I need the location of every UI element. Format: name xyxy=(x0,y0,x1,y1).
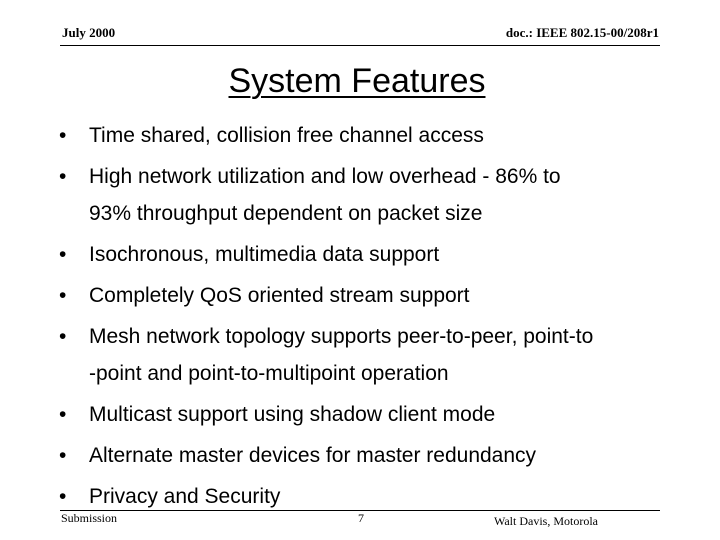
bullet-text: Isochronous, multimedia data support xyxy=(89,243,440,266)
bullet-text: Time shared, collision free channel access xyxy=(89,124,484,147)
bullet-dot: • xyxy=(59,403,67,426)
bullet-item xyxy=(59,318,699,392)
bullet-item xyxy=(59,158,699,232)
footer-submission: Submission xyxy=(61,511,118,525)
bullet-text: Privacy and Security xyxy=(89,485,281,508)
footer-author: Walt Davis, Motorola xyxy=(493,514,598,528)
bullet-dot: • xyxy=(59,485,67,508)
bullet-list xyxy=(59,117,699,519)
bullet-item xyxy=(59,117,699,154)
bullet-dot: • xyxy=(59,124,67,147)
bullet-text: Mesh network topology supports peer-to-peer, point-to xyxy=(89,325,594,348)
bullet-dot: • xyxy=(59,325,67,348)
bullet-text: Alternate master devices for master redundancy xyxy=(89,444,537,467)
bullet-text: High network utilization and low overhead - 86% to xyxy=(89,165,561,188)
header-doc-id: doc.: IEEE 802.15-00/208r1 xyxy=(505,25,659,40)
bullet-item xyxy=(59,277,699,314)
bullet-dot: • xyxy=(59,444,67,467)
bullet-dot: • xyxy=(59,284,67,307)
slide-title-text: System Features xyxy=(228,62,486,100)
bullet-text: Completely QoS oriented stream support xyxy=(89,284,470,307)
footer-page-number: 7 xyxy=(358,511,364,525)
bullet-item xyxy=(59,396,699,433)
bullet-item xyxy=(59,236,699,273)
header-date: July 2000 xyxy=(62,25,116,40)
bullet-text-continued: -point and point-to-multipoint operation xyxy=(89,362,449,385)
bullet-item xyxy=(59,437,699,474)
bullet-text-continued: 93% throughput dependent on packet size xyxy=(89,202,483,225)
header-divider xyxy=(60,45,660,46)
bullet-text: Multicast support using shadow client mode xyxy=(89,403,496,426)
bullet-dot: • xyxy=(59,165,67,188)
slide-title xyxy=(0,62,714,101)
bullet-dot: • xyxy=(59,243,67,266)
